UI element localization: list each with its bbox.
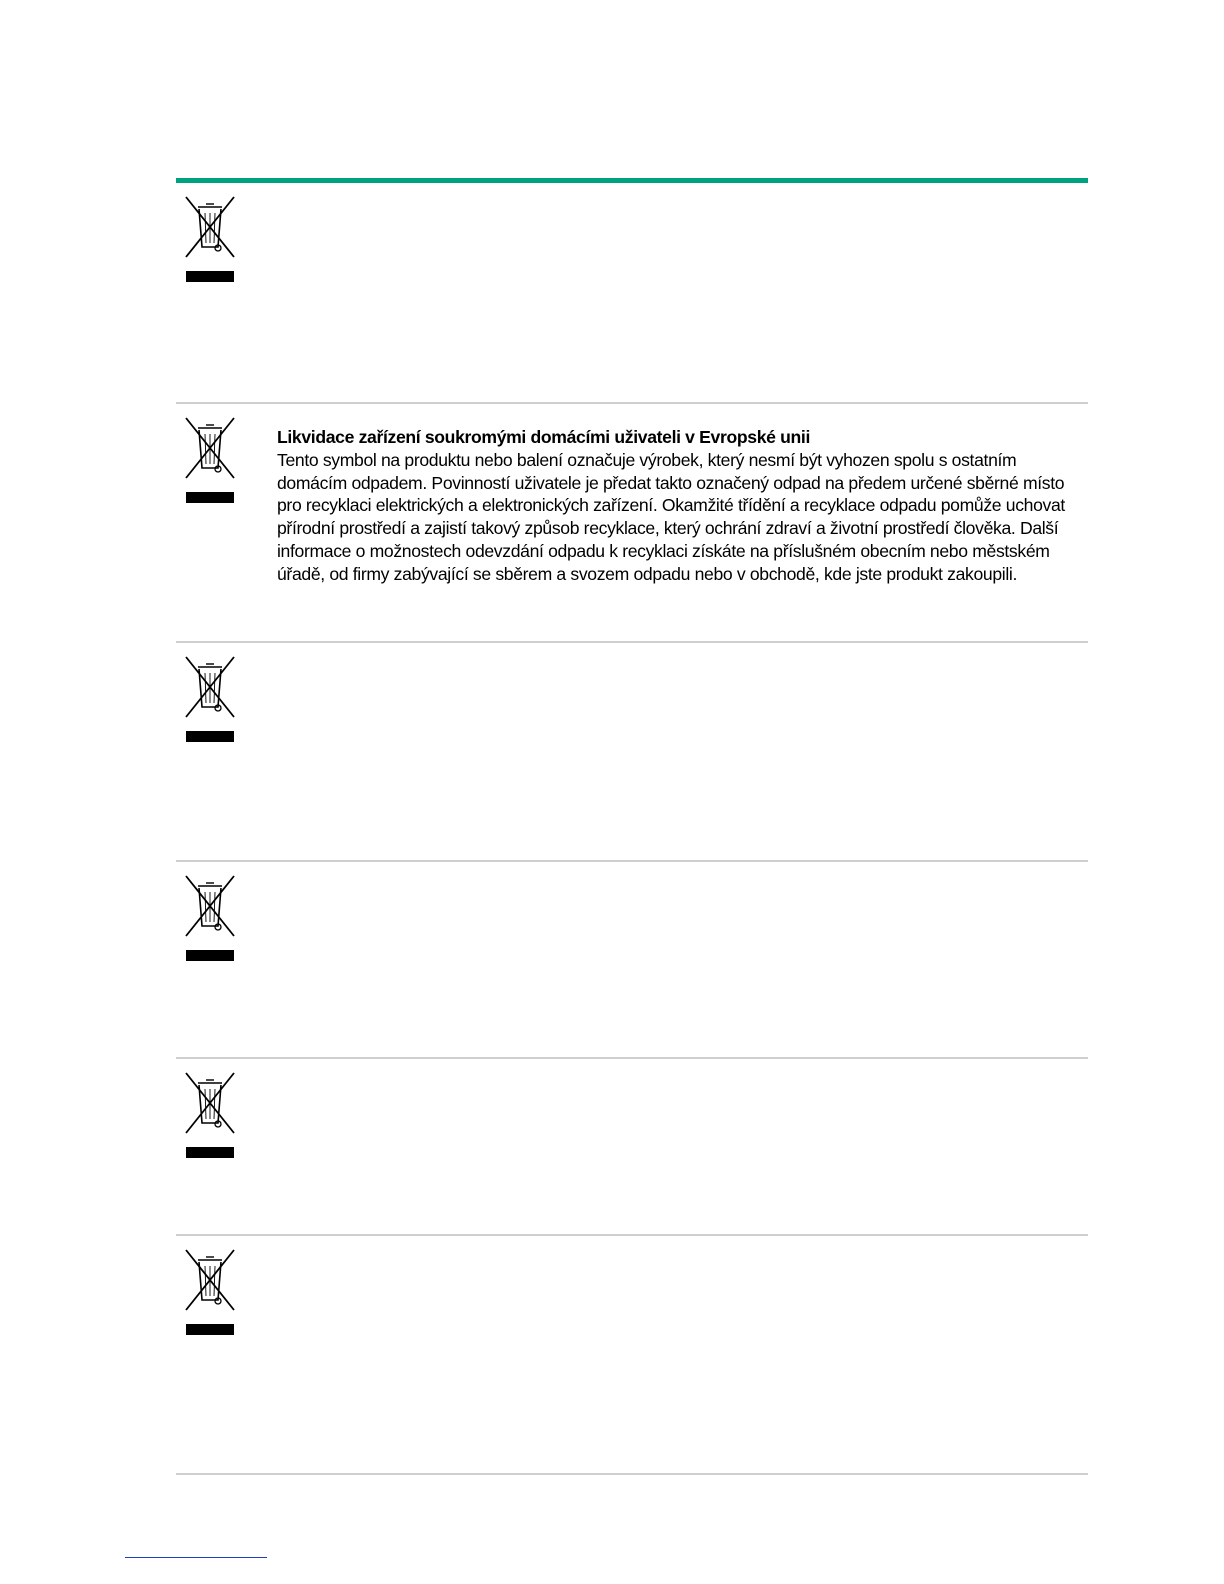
entry-body: Tento symbol na produktu nebo balení označuje výrobek, který nesmí být vyhozen spolu s ostatním domácím odpadem. Povinností uživatele je předat takto označený odpad na předem určené sběrné místo pro recyklaci elektrických a elektronických zařízení. Okamžité třídění a recyklace odpadu pomůže uchovat přírodní prostředí a zajistí takový způsob recyklace, který ochrání zdraví a životní prostředí člověka. Další informace o možnostech odevzdání odpadu k recyklaci získáte na příslušném obecním nebo městském úřadě, od firmy zabývající se sběrem a svozem odpadu nebo v obchodě, kde jste produkt zakoupili.: [277, 449, 1065, 584]
weee-crossed-out-bin-icon: [184, 416, 236, 506]
footer-link-rule: [125, 1557, 267, 1558]
entry-text: [277, 426, 1087, 586]
disposal-entry: [176, 183, 1088, 404]
weee-crossed-out-bin-icon: [184, 1248, 236, 1338]
disposal-entry: [176, 862, 1088, 1059]
disposal-entry: [176, 1236, 1088, 1475]
entry-title: Likvidace zařízení soukromými domácími uživateli v Evropské unii: [277, 427, 810, 447]
weee-crossed-out-bin-icon: [184, 874, 236, 964]
weee-crossed-out-bin-icon: [184, 195, 236, 285]
disposal-entry: [176, 643, 1088, 862]
weee-crossed-out-bin-icon: [184, 1071, 236, 1161]
disposal-entry-czech: [176, 404, 1088, 643]
disposal-entry: [176, 1059, 1088, 1236]
page-content: [176, 178, 1088, 1475]
weee-crossed-out-bin-icon: [184, 655, 236, 745]
